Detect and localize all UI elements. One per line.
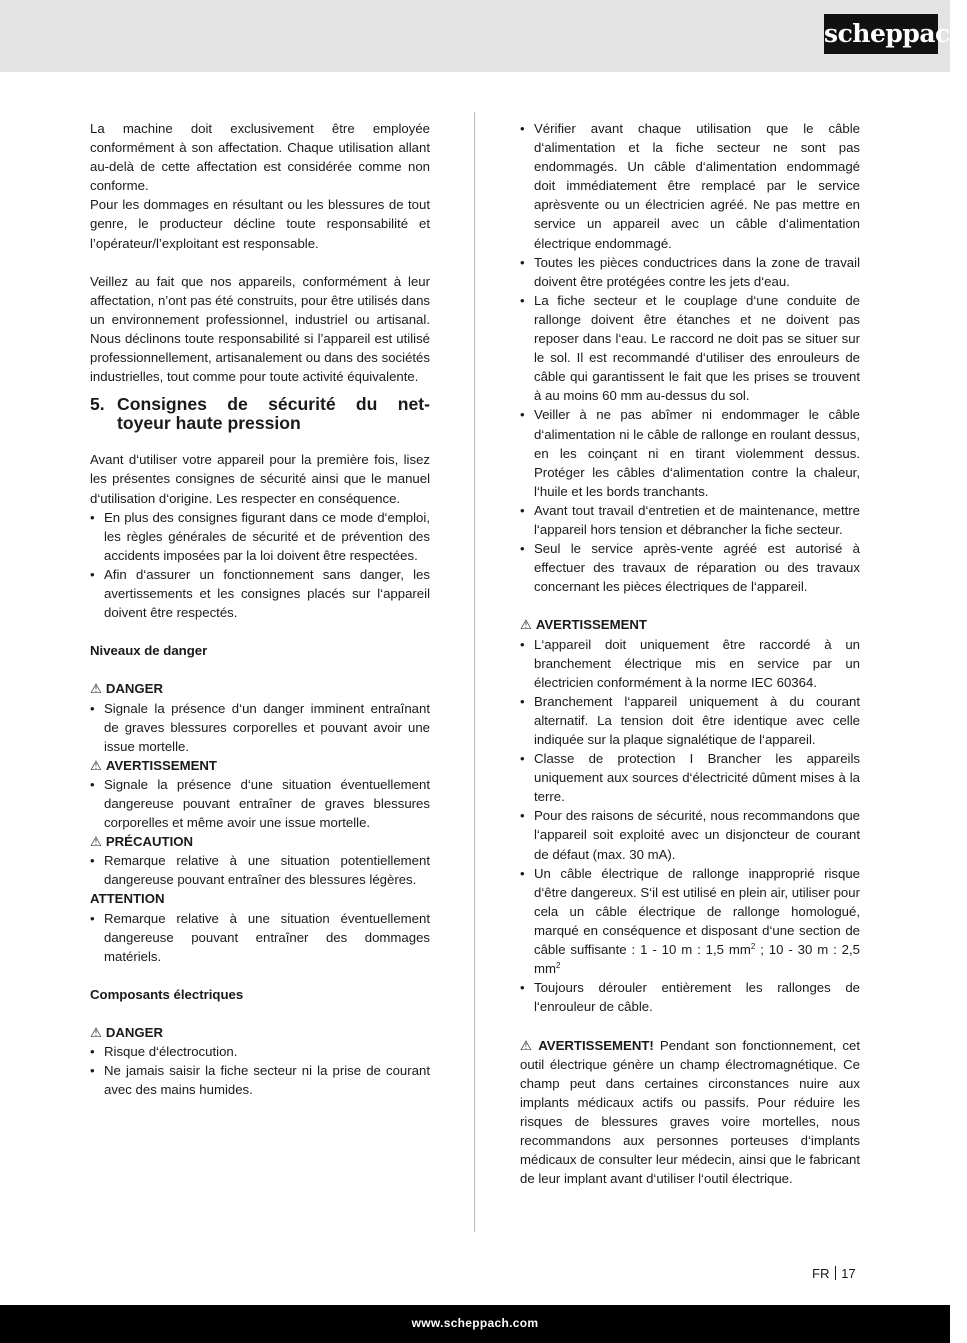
- list-item: • Ne jamais saisir la fiche secteur ni la prise de courant avec des mains humides.: [90, 1061, 430, 1099]
- scheppach-logo: scheppach: [824, 14, 938, 54]
- list-item: • Pour des raisons de sécurité, nous recommandons que l‘appareil soit exploité avec un disjoncteur de courant de défaut (max. 30 mA).: [520, 806, 860, 863]
- warning-label: ⚠ AVERTISSEMENT: [90, 757, 217, 773]
- caution-label: ⚠ PRÉCAUTION: [90, 834, 194, 850]
- warning-description: • Signale la présence d‘une situation éventuellement dangereuse pouvant entraîner de graves blessures corporelles et même avoir une issue mortelle.: [90, 775, 430, 832]
- column-divider: [474, 112, 475, 1232]
- warning-triangle-icon: ⚠: [520, 617, 532, 633]
- attention-label: ATTENTION: [90, 891, 165, 907]
- list-item: • Toujours dérouler entièrement les rallonges de l‘enrouleur de câble.: [520, 978, 860, 1016]
- intro-paragraph-1: La machine doit exclusivement être employée conformément à son affectation. Chaque utilisation allant au-delà de cette affectation est considérée comme non conforme.: [90, 121, 430, 194]
- warning-triangle-icon: ⚠: [90, 681, 102, 697]
- danger-levels-heading: Niveaux de danger: [90, 643, 208, 659]
- intro-paragraph-2: Pour les dommages en résultant ou les blessures de tout genre, le producteur décline toute responsabilité et l’opérateur/l’exploitant est responsable.: [90, 197, 430, 251]
- list-item: • L‘appareil doit uniquement être raccordé à un branchement électrique mis en service par un électricien conformément à la norme IEC 60364.: [520, 635, 860, 692]
- electric-components-heading: Composants électriques: [90, 986, 244, 1002]
- page-footer: [0, 1305, 950, 1343]
- section-title-line1: Consignes de sécurité du net-: [117, 394, 430, 415]
- website-url: www.scheppach.com: [411, 1316, 539, 1330]
- section-heading: [90, 395, 430, 433]
- section-title-line2: toyeur haute pression: [117, 413, 301, 434]
- before-use-paragraph: Avant d‘utiliser votre appareil pour la première fois, lisez les présentes consignes de sécurité ainsi que le manuel d‘utilisation d‘origine. Les respecter en conséquence.: [90, 452, 430, 506]
- page-header: [0, 0, 967, 72]
- list-item: • Seul le service après-vente agréé est autorisé à effectuer des travaux de réparation ou des travaux concernant les pièces électriques de l‘appareil.: [520, 539, 860, 596]
- electric-danger-label: ⚠ DANGER: [90, 1025, 163, 1041]
- page-number: [812, 1266, 856, 1281]
- danger-label: ⚠ DANGER: [90, 681, 163, 697]
- list-item: • Un câble électrique de rallonge inapproprié risque d‘être dangereux. S‘il est utilisé en plein air, utiliser pour cela un câble électrique de rallonge homologué, marqué en conséquence et disposant d‘une section de câble suffisante : 1 - 10 m : 1,5 $mm^2$ ; 10 - 30 m : 2,5 $mm^2$: [520, 864, 860, 979]
- list-item: • Veiller à ne pas abîmer ni endommager le câble d‘alimentation ni le câble de rallonge en roulant dessus, en les coinçant ni en tirant violemment dessus. Protéger les câbles d‘alimentation contre la chaleur, l‘huile et les bords tranchants.: [520, 405, 860, 500]
- language-code: FR: [812, 1266, 830, 1281]
- connection-list: [520, 635, 860, 1017]
- electric-safety-list: [520, 119, 860, 596]
- list-item: • La fiche secteur et le couplage d‘une conduite de rallonge doivent être étanches et ne doivent pas reposer dans l‘eau. Le raccord ne doit pas se situer sur le sol. Il est recommandé d‘utiliser des enrouleurs de câble qui garantissent le fait que les prises se trouvent à au moins 60 mm au-dessus du sol.: [520, 291, 860, 406]
- before-use-list: [90, 508, 430, 623]
- list-item: • Classe de protection I Brancher les appareils uniquement aux sources d‘électricité dûment mises à la terre.: [520, 749, 860, 806]
- list-item: • En plus des consignes figurant dans ce mode d‘emploi, les règles générales de sécurité et de prévention des accidents imposées par la loi doivent être respectées.: [90, 508, 430, 565]
- list-item: • Toutes les pièces conductrices dans la zone de travail doivent être protégées contre les jets d‘eau.: [520, 253, 860, 291]
- list-item: • Vérifier avant chaque utilisation que le câble d‘alimentation et la fiche secteur ne sont pas endommagés. Un câble d‘alimentation endommagé doit immédiatement être remplacé par le service aprèsvente ou un électricien agréé. Ne pas mettre en service un appareil avec un câble d‘alimentation électrique endommagé.: [520, 119, 860, 253]
- right-column: [520, 119, 860, 1188]
- list-item: • Avant tout travail d‘entretien et de maintenance, mettre l‘appareil hors tension et débrancher la fiche secteur.: [520, 501, 860, 539]
- section-number: 5.: [90, 394, 105, 415]
- list-item: • Risque d‘électrocution.: [90, 1042, 430, 1061]
- caution-description: • Remarque relative à une situation potentiellement dangereuse pouvant entraîner des blessures légères.: [90, 851, 430, 889]
- warning-triangle-icon: ⚠: [90, 1025, 102, 1041]
- list-item: • Afin d‘assurer un fonctionnement sans danger, les avertissements et les consignes placés sur l‘appareil doivent être respectés.: [90, 565, 430, 622]
- emf-warning-paragraph: ⚠ AVERTISSEMENT! Pendant son fonctionnement, cet outil électrique génère un champ électromagnétique. Ce champ peut dans certaines circonstances nuire aux implants médicaux actifs ou passifs. Pour réduire les risques de blessures graves voire mortelles, nous recommandons aux personnes porteuses d‘implants médicaux de consulter leur médecin, ainsi que le fabricant de leur implant avant d‘utiliser l‘outil électrique.: [520, 1037, 861, 1187]
- electric-danger-list: [90, 1042, 430, 1099]
- list-item: • Branchement l‘appareil uniquement à du courant alternatif. La tension doit être identique avec celle indiquée sur la plaque signalétique de l‘appareil.: [520, 692, 860, 749]
- warning-triangle-icon: ⚠: [90, 757, 102, 773]
- warning-triangle-icon: ⚠: [90, 834, 102, 850]
- intro-paragraph-3: Veillez au fait que nos appareils, conformément à leur affectation, n’ont pas été construits, pour être utilisés dans un environnement professionnel, industriel ou artisanal. Nous déclinons toute responsabilité si l’appareil est utilisé professionnellement, artisanalement ou dans des sociétés industrielles, tout comme pour toute activité équivalente.: [90, 273, 430, 385]
- right-warning-label: ⚠ AVERTISSEMENT: [520, 617, 647, 633]
- attention-description: • Remarque relative à une situation éventuellement dangereuse pouvant entraîner des dommages matériels.: [90, 909, 430, 966]
- left-column: [90, 119, 430, 1100]
- danger-description: • Signale la présence d‘un danger imminent entraînant de graves blessures corporelles et pouvant avoir une issue mortelle.: [90, 699, 430, 756]
- warning-triangle-icon: ⚠: [520, 1037, 535, 1053]
- page-number-value: 17: [841, 1266, 856, 1281]
